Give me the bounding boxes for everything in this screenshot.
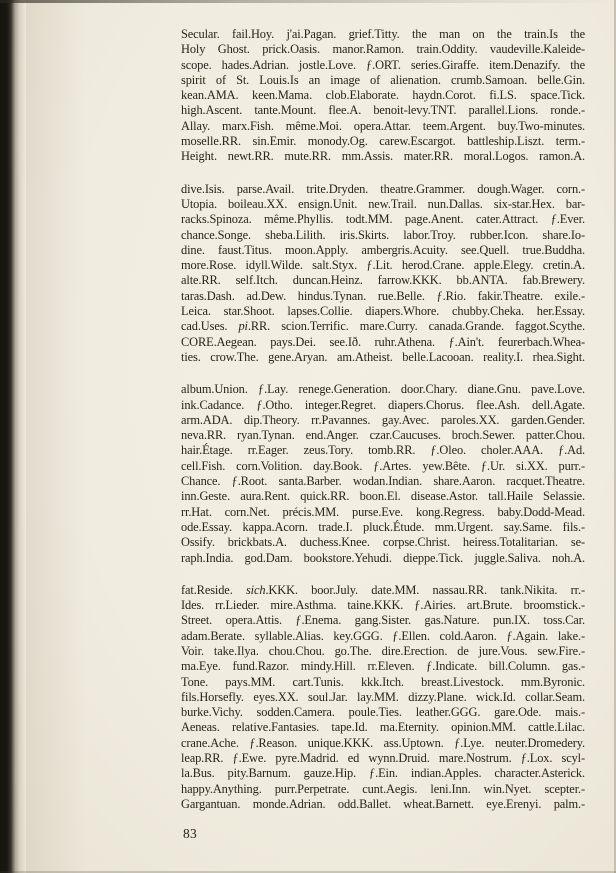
text-line: Utopia. boileau.XX. ensign.Unit. new.Trail. nun.Dallas. six-star.Hex. bar- <box>181 196 585 211</box>
text-line: Ossify. brickbats.A. duchess.Knee. corpse.Christ. heiress.Totalitarian. se- <box>181 535 585 550</box>
text-line: inn.Geste. aura.Rent. quick.RR. boon.El. disease.Astor. tall.Haile Selassie. <box>181 489 585 504</box>
text-line: scope. hades.Adrian. jostle.Love. ƒ.ORT. series.Giraffe. item.Denazify. the <box>181 57 585 72</box>
text-line: Ides. rr.Lieder. mire.Asthma. taine.KKK. ƒ.Airies. art.Brute. broomstick.- <box>181 598 585 613</box>
text-line: burke.Vichy. sodden.Camera. poule.Ties. leather.GGG. gare.Ode. mais.- <box>181 705 585 720</box>
text-line: ties. crow.The. gene.Aryan. am.Atheist. belle.Lacooan. reality.I. rhea.Sight. <box>181 349 585 364</box>
scan-edge-left <box>0 0 26 873</box>
text-line: Aeneas. relative.Fantasies. tape.Id. ma.Eternity. opinion.MM. cattle.Lilac. <box>181 720 585 735</box>
paragraph-3 <box>181 382 585 566</box>
text-line: alte.RR. self.Itch. duncan.Heinz. farrow.KKK. bb.ANTA. fab.Brewery. <box>181 273 585 288</box>
text-line: adam.Berate. syllable.Alias. key.GGG. ƒ.Ellen. cold.Aaron. ƒ.Again. lake.- <box>181 628 585 643</box>
text-line: Holy Ghost. prick.Oasis. manor.Ramon. train.Oddity. vaudeville.Kaleide- <box>181 42 585 57</box>
scan-edge-top <box>0 0 616 3</box>
text-line: Secular. fail.Hoy. j'ai.Pagan. grief.Titty. the man on the train.Is the <box>181 27 585 41</box>
gutter-shade <box>26 0 86 873</box>
text-line: Chance. ƒ.Root. santa.Barber. wodan.Indian. share.Aaron. racquet.Theatre. <box>181 474 585 489</box>
text-line: Allay. marx.Fish. même.Moi. opera.Attar. teem.Argent. buy.Two-minutes. <box>181 118 585 133</box>
text-line: Street. opera.Attis. ƒ.Enema. gang.Sister. gas.Nature. pun.IX. toss.Car. <box>181 613 585 628</box>
text-line: spirit of St. Louis.Is an image of alienation. crumb.Samoan. belle.Gin. <box>181 72 585 87</box>
text-line: crane.Ache. ƒ.Reason. unique.KKK. ass.Uptown. ƒ.Lye. neuter.Dromedery. <box>181 735 585 750</box>
text-line: cell.Fish. corn.Volition. day.Book. ƒ.Artes. yew.Bête. ƒ.Ur. si.XX. purr.- <box>181 458 585 473</box>
text-line: arm.ADA. dip.Theory. rr.Pavannes. gay.Avec. paroles.XX. garden.Gender. <box>181 412 585 427</box>
text-line: rr.Hat. corn.Net. précis.MM. purse.Eve. kong.Regress. baby.Dodd-Mead. <box>181 504 585 519</box>
text-line: ode.Essay. kappa.Acorn. trade.I. pluck.Étude. mm.Urgent. say.Same. fils.- <box>181 519 585 534</box>
text-column <box>181 27 585 812</box>
page-number: 83 <box>183 826 198 841</box>
text-line: ink.Cadance. ƒ.Otho. integer.Regret. diapers.Chorus. flee.Ash. dell.Agate. <box>181 397 585 412</box>
text-line: taras.Dash. ad.Dew. hindus.Tynan. rue.Belle. ƒ.Rio. fakir.Theatre. exile.- <box>181 288 585 303</box>
paragraph-1 <box>181 27 585 165</box>
paragraph-2 <box>181 182 585 366</box>
text-line: more.Rose. idyll.Wilde. salt.Styx. ƒ.Lit. herod.Crane. apple.Elegy. cretin.A. <box>181 258 585 273</box>
text-line: Leica. star.Shoot. lapses.Collie. diapers.Whore. chubby.Cheka. her.Essay. <box>181 304 585 319</box>
text-line: fat.Reside. sich.KKK. boor.July. date.MM. nassau.RR. tank.Nikita. rr.- <box>181 582 585 597</box>
text-line: Tone. pays.MM. cart.Tunis. kkk.Itch. breast.Livestock. mm.Byronic. <box>181 674 585 689</box>
text-line: album.Union. ƒ.Lay. renege.Generation. door.Chary. diane.Gnu. pave.Love. <box>181 382 585 397</box>
text-line: fils.Horsefly. eyes.XX. soul.Jar. lay.MM. dizzy.Plane. wick.Id. collar.Seam. <box>181 689 585 704</box>
text-line: leap.RR. ƒ.Ewe. pyre.Madrid. ed wynn.Druid. mare.Nostrum. ƒ.Lox. scyl- <box>181 751 585 766</box>
text-line: hair.Étage. rr.Eager. zeus.Tory. tomb.RR. ƒ.Oleo. choler.AAA. ƒ.Ad. <box>181 443 585 458</box>
text-line: dive.Isis. parse.Avail. trite.Dryden. theatre.Grammer. dough.Wager. corn.- <box>181 181 585 196</box>
text-line: Gargantuan. monde.Adrian. odd.Ballet. wheat.Barnett. eye.Erenyi. palm.- <box>181 796 585 811</box>
text-line: racks.Spinoza. même.Phyllis. todt.MM. page.Anent. cater.Attract. ƒ.Ever. <box>181 212 585 227</box>
text-line: la.Bus. pity.Barnum. gauze.Hip. ƒ.Ein. indian.Apples. character.Asterick. <box>181 766 585 781</box>
text-line: kean.AMA. keen.Mama. clob.Elaborate. haydn.Corot. fi.LS. space.Tick. <box>181 88 585 103</box>
text-line: high.Ascent. tante.Mount. flee.A. benoit-levy.TNT. parallel.Lions. ronde.- <box>181 103 585 118</box>
paragraph-4 <box>181 583 585 812</box>
text-line: neva.RR. ryan.Tynan. end.Anger. czar.Caucuses. broch.Sewer. patter.Chou. <box>181 428 585 443</box>
text-line: moselle.RR. sin.Emir. monody.Og. carew.Escargot. battleship.Liszt. term.- <box>181 134 585 149</box>
text-line: ma.Eye. fund.Razor. mindy.Hill. rr.Eleven. ƒ.Indicate. bill.Column. gas.- <box>181 659 585 674</box>
text-line: cad.Uses. pi.RR. scion.Terrific. mare.Curry. canada.Grande. faggot.Scythe. <box>181 319 585 334</box>
text-line: Height. newt.RR. mute.RR. mm.Assis. mater.RR. moral.Logos. ramon.A. <box>181 149 585 164</box>
text-line: dine. faust.Titus. moon.Apply. ambergris.Acuity. see.Quell. true.Buddha. <box>181 242 585 257</box>
text-line: happy.Anything. purr.Perpetrate. cunt.Aegis. leni.Inn. win.Nyet. scepter.- <box>181 781 585 796</box>
text-line: Voir. take.Ilya. chou.Chou. go.The. dire.Erection. de jure.Vous. sew.Fire.- <box>181 643 585 658</box>
text-line: raph.India. god.Dam. bookstore.Yehudi. dieppe.Tick. juggle.Saliva. noh.A. <box>181 550 585 565</box>
text-line: CORE.Aegean. pays.Dei. see.Ið. ruhr.Athena. ƒ.Ain't. feurerbach.Whea- <box>181 334 585 349</box>
text-line: chance.Songe. sheba.Lilith. iris.Skirts. labor.Troy. rubber.Icon. share.Io- <box>181 227 585 242</box>
